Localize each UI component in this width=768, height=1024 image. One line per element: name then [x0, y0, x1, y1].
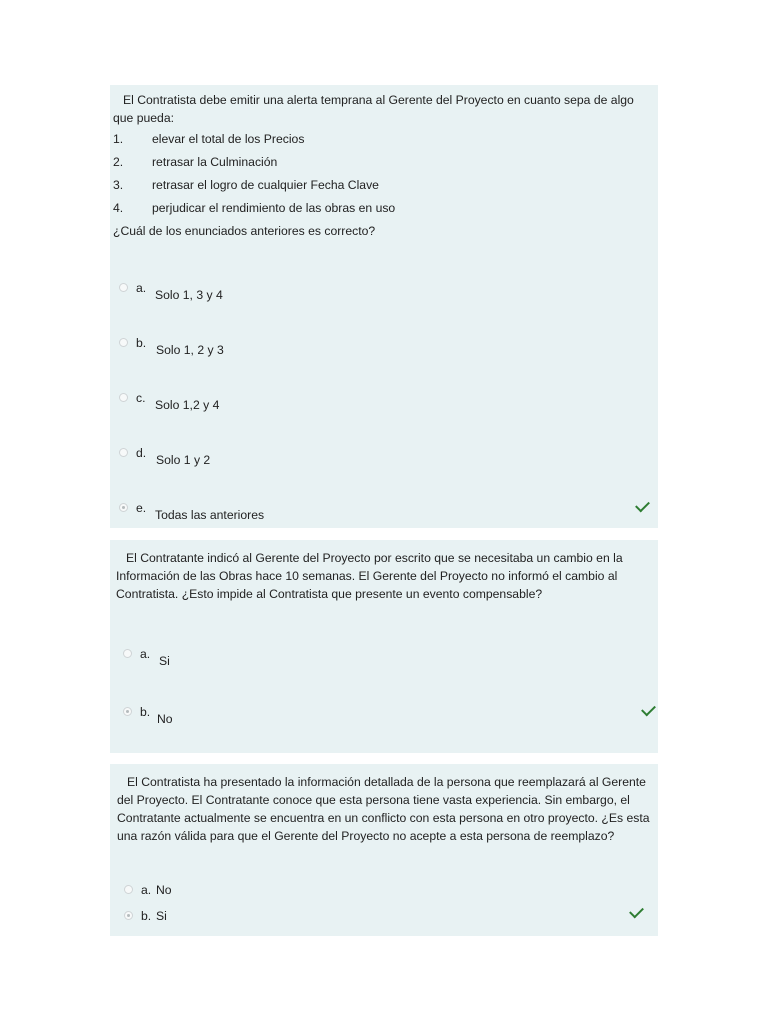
option-text: Solo 1, 3 y 4 — [155, 288, 223, 302]
radio-button-selected[interactable] — [123, 707, 132, 716]
option-text: No — [157, 712, 173, 726]
option-letter: b. — [140, 705, 151, 719]
radio-button[interactable] — [119, 338, 128, 347]
option-letter: b. — [136, 336, 147, 350]
radio-button[interactable] — [119, 393, 128, 402]
answer-option-a[interactable] — [124, 884, 324, 904]
option-letter: a. — [141, 883, 152, 897]
item-text: retrasar la Culminación — [152, 155, 278, 169]
question-card-1 — [110, 85, 658, 528]
radio-button[interactable] — [123, 649, 132, 658]
option-text: No — [156, 883, 172, 897]
option-letter: c. — [136, 391, 146, 405]
answer-option-c[interactable] — [119, 393, 319, 413]
answer-option-b[interactable] — [119, 338, 319, 358]
question-text: El Contratante indicó al Gerente del Proyecto por escrito que se necesitaba un cambio en la Información de las Obras hace 10 semanas. El Gerente del Proyecto no informó el cambio al Contratista. ¿Esto impide al Contratista que presente un evento compensable? — [116, 551, 623, 601]
option-letter: a. — [136, 281, 147, 295]
question-card-3 — [110, 764, 658, 936]
answer-option-b[interactable] — [123, 707, 323, 727]
option-text: Todas las anteriores — [155, 508, 265, 522]
answer-option-b[interactable] — [124, 910, 324, 930]
answer-option-e[interactable] — [119, 503, 319, 523]
option-letter: e. — [136, 501, 147, 515]
option-text: Solo 1, 2 y 3 — [156, 343, 224, 357]
question-card-2 — [110, 540, 658, 753]
radio-button[interactable] — [119, 448, 128, 457]
answer-option-d[interactable] — [119, 448, 319, 468]
radio-button[interactable] — [119, 283, 128, 292]
item-number: 2. — [113, 155, 124, 169]
question-text: El Contratista ha presentado la información detallada de la persona que reemplazará al Gerente del Proyecto. El Contratante conoce que esta persona tiene vasta experiencia. Sin embargo, el Contratante actualmente se encuentra en un conflicto con esta persona en otro proyecto. ¿Es esta una razón válida para que el Gerente del Proyecto no acepte a esta persona de reemplazo? — [117, 775, 650, 843]
check-icon — [641, 702, 656, 717]
item-number: 3. — [113, 178, 124, 192]
answer-option-a[interactable] — [123, 649, 323, 669]
item-number: 1. — [113, 132, 124, 146]
radio-button-selected[interactable] — [119, 503, 128, 512]
question-text: El Contratista debe emitir una alerta temprana al Gerente del Proyecto en cuanto sepa de algo que pueda: — [113, 93, 634, 125]
option-letter: b. — [141, 909, 152, 923]
item-text: retrasar el logro de cualquier Fecha Clave — [152, 178, 379, 192]
item-number: 4. — [113, 201, 124, 215]
check-icon — [635, 498, 650, 513]
option-text: Si — [156, 909, 167, 923]
question-prompt: ¿Cuál de los enunciados anteriores es correcto? — [113, 224, 376, 238]
radio-button-selected[interactable] — [124, 911, 133, 920]
item-text: perjudicar el rendimiento de las obras en uso — [152, 201, 396, 215]
answer-option-a[interactable] — [119, 283, 319, 303]
item-text: elevar el total de los Precios — [152, 132, 305, 146]
check-icon — [629, 904, 644, 919]
option-text: Si — [159, 654, 170, 668]
option-letter: d. — [136, 446, 147, 460]
option-text: Solo 1,2 y 4 — [155, 398, 220, 412]
option-letter: a. — [140, 647, 151, 661]
radio-button[interactable] — [124, 885, 133, 894]
option-text: Solo 1 y 2 — [156, 453, 211, 467]
